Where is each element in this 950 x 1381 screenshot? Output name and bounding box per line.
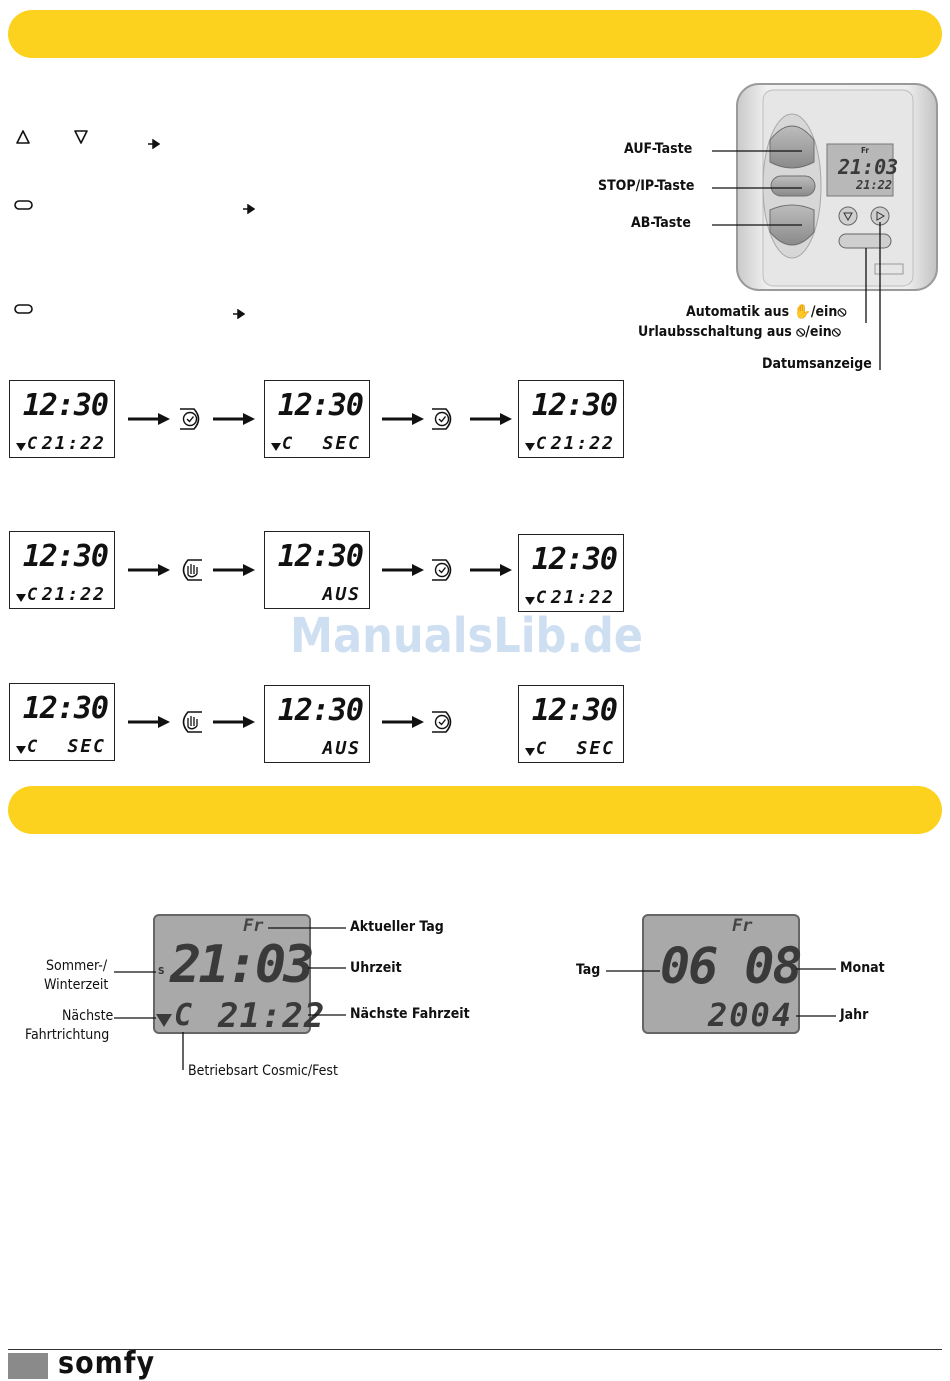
sequence-arrow-icon	[213, 714, 257, 734]
direction-arrow-icon	[525, 597, 535, 605]
label-down-key: AB-Taste	[631, 215, 691, 231]
label-time: Uhrzeit	[350, 960, 402, 976]
label-current-day: Aktueller Tag	[350, 919, 444, 935]
lcd-screen	[9, 531, 115, 609]
sequence-arrow-icon	[128, 411, 172, 431]
date-year: 2004	[708, 996, 794, 1034]
lcd-screen	[9, 380, 115, 458]
label-next-time: Nächste Fahrzeit	[350, 1006, 470, 1022]
device-leader-lines	[700, 140, 950, 380]
sequence-arrow-icon	[470, 562, 514, 582]
label-tag: Tag	[576, 962, 601, 978]
label-next-direction-1: Nächste	[62, 1008, 114, 1024]
clock-icon	[428, 555, 458, 589]
lcd-mode: C	[536, 739, 547, 759]
label-monat: Monat	[840, 960, 885, 976]
lcd-screen	[264, 380, 370, 458]
somfy-logo: somfy	[58, 1346, 156, 1381]
lcd-bottom-value: 21:22	[41, 584, 106, 605]
label-mode: Betriebsart Cosmic/Fest	[188, 1063, 338, 1079]
display-day: Fr	[243, 916, 264, 936]
lcd-bottom-value: SEC	[322, 433, 361, 454]
stop-key-icon	[14, 196, 34, 215]
direction-arrow-icon	[525, 748, 535, 756]
device-screen-next: 21:22	[856, 178, 893, 192]
footer-gray-block	[8, 1353, 48, 1379]
sequence-arrow-icon	[382, 562, 426, 582]
label-winter: Winterzeit	[44, 977, 109, 993]
date-day-month: 06 08	[660, 937, 801, 995]
date-day: Fr	[732, 916, 753, 936]
arrow-icon	[233, 304, 245, 323]
lcd-bottom-value: AUS	[322, 584, 361, 605]
sequence-arrow-icon	[470, 411, 514, 431]
label-next-direction-2: Fahrtrichtung	[25, 1027, 110, 1043]
label-date-display: Datumsanzeige	[762, 356, 872, 372]
lcd-mode: C	[282, 434, 293, 454]
section-header-bar	[8, 786, 942, 834]
label-up-key: AUF-Taste	[624, 141, 693, 157]
lcd-screen	[264, 531, 370, 609]
hand-icon	[176, 707, 206, 741]
display-mode: C	[174, 998, 193, 1033]
lcd-time: 12:30	[277, 539, 363, 574]
sequence-arrow-icon	[382, 411, 426, 431]
lcd-screen	[9, 683, 115, 761]
lcd-bottom-value: SEC	[67, 736, 106, 757]
arrow-icon	[148, 134, 160, 153]
lcd-screen	[518, 534, 624, 612]
lcd-bottom-value: 21:22	[550, 587, 615, 608]
label-summer: Sommer-/	[46, 958, 108, 974]
lcd-bottom-value: AUS	[322, 738, 361, 759]
lcd-mode: C	[536, 434, 547, 454]
clock-icon	[428, 707, 458, 741]
lcd-screen	[518, 380, 624, 458]
label-stop-key: STOP/IP-Taste	[598, 178, 695, 194]
down-key-icon	[72, 128, 90, 150]
sequence-arrow-icon	[128, 714, 172, 734]
sequence-arrow-icon	[213, 562, 257, 582]
clock-icon	[176, 404, 206, 438]
lcd-time: 12:30	[22, 388, 108, 423]
lcd-time: 12:30	[277, 388, 363, 423]
lcd-bottom-value: 21:22	[41, 433, 106, 454]
direction-arrow-icon	[271, 443, 281, 451]
lcd-time: 12:30	[22, 539, 108, 574]
direction-arrow-icon	[16, 746, 26, 754]
watermark: ManualsLib.de	[290, 608, 644, 664]
label-holiday: Urlaubsschaltung aus ⦸/ein⦸	[638, 324, 841, 340]
device-screen-time: 21:03	[838, 155, 899, 179]
display-next-time: 21:22	[218, 996, 326, 1036]
device-screen-day: Fr	[861, 146, 869, 155]
direction-arrow-icon	[16, 443, 26, 451]
stop-key-icon	[14, 300, 34, 319]
sequence-arrow-icon	[382, 714, 426, 734]
lcd-time: 12:30	[277, 693, 363, 728]
label-jahr: Jahr	[840, 1007, 869, 1023]
section-header-bar	[8, 10, 942, 58]
lcd-bottom-value: 21:22	[550, 433, 615, 454]
hand-icon	[176, 555, 206, 589]
direction-arrow-icon	[525, 443, 535, 451]
direction-arrow-icon	[16, 594, 26, 602]
lcd-time: 12:30	[531, 542, 617, 577]
clock-icon	[428, 404, 458, 438]
lcd-mode: C	[27, 585, 38, 605]
label-automatic: Automatik aus ✋/ein⦸	[686, 304, 847, 320]
lcd-screen	[518, 685, 624, 763]
lcd-bottom-value: SEC	[576, 738, 615, 759]
lcd-screen	[264, 685, 370, 763]
arrow-icon	[243, 199, 255, 218]
lcd-mode: C	[536, 588, 547, 608]
lcd-time: 12:30	[531, 693, 617, 728]
lcd-time: 12:30	[22, 691, 108, 726]
lcd-mode: C	[27, 434, 38, 454]
sequence-arrow-icon	[213, 411, 257, 431]
lcd-mode: C	[27, 737, 38, 757]
date-leader-lines	[600, 950, 840, 1030]
display-summer-s: S	[158, 966, 165, 977]
display-time: 21:03	[170, 935, 312, 995]
sequence-arrow-icon	[128, 562, 172, 582]
up-key-icon	[14, 128, 32, 150]
lcd-time: 12:30	[531, 388, 617, 423]
